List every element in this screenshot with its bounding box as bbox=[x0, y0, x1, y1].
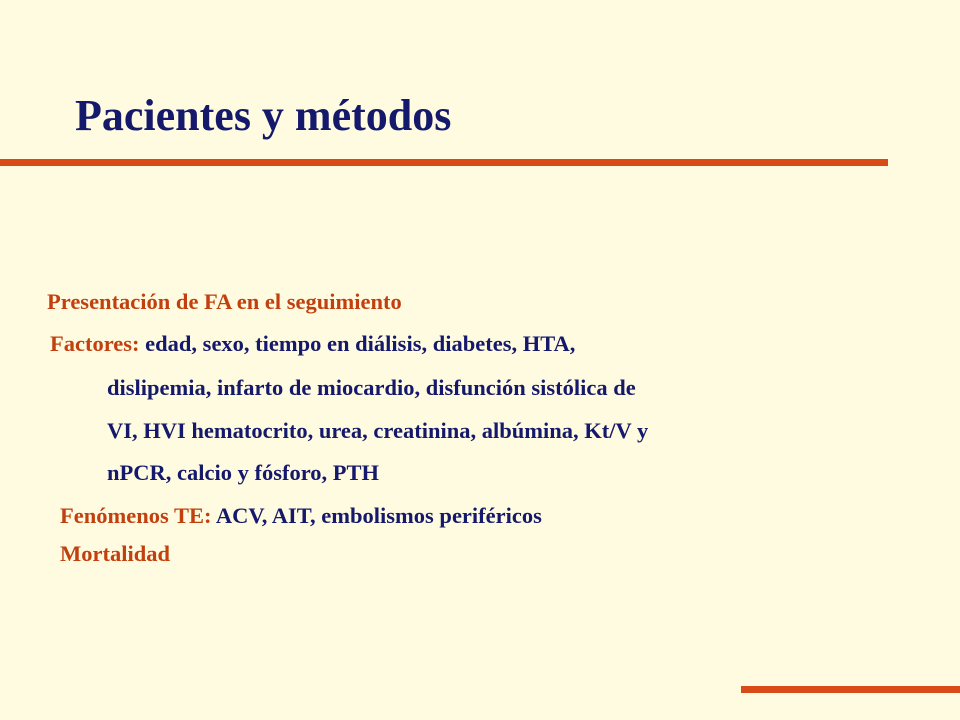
fenomenos-label: Fenómenos TE: bbox=[60, 503, 212, 528]
factores-line-2: dislipemia, infarto de miocardio, disfunción sistólica de bbox=[107, 375, 636, 400]
fenomenos-line bbox=[60, 501, 542, 531]
factores-line-3: VI, HVI hematocrito, urea, creatinina, albúmina, Kt/V y bbox=[107, 418, 649, 443]
factores-line-1 bbox=[50, 329, 575, 359]
presentation-heading: Presentación de FA en el seguimiento bbox=[47, 289, 402, 314]
title-divider bbox=[0, 159, 888, 166]
mortalidad-line: Mortalidad bbox=[60, 541, 170, 566]
fenomenos-text: ACV, AIT, embolismos periféricos bbox=[211, 503, 542, 528]
slide-title: Pacientes y métodos bbox=[75, 91, 452, 140]
footer-divider bbox=[741, 686, 960, 693]
factores-label: Factores: bbox=[50, 331, 140, 356]
factores-text-1: edad, sexo, tiempo en diálisis, diabetes, HTA, bbox=[139, 331, 576, 356]
factores-line-4: nPCR, calcio y fósforo, PTH bbox=[107, 460, 380, 485]
